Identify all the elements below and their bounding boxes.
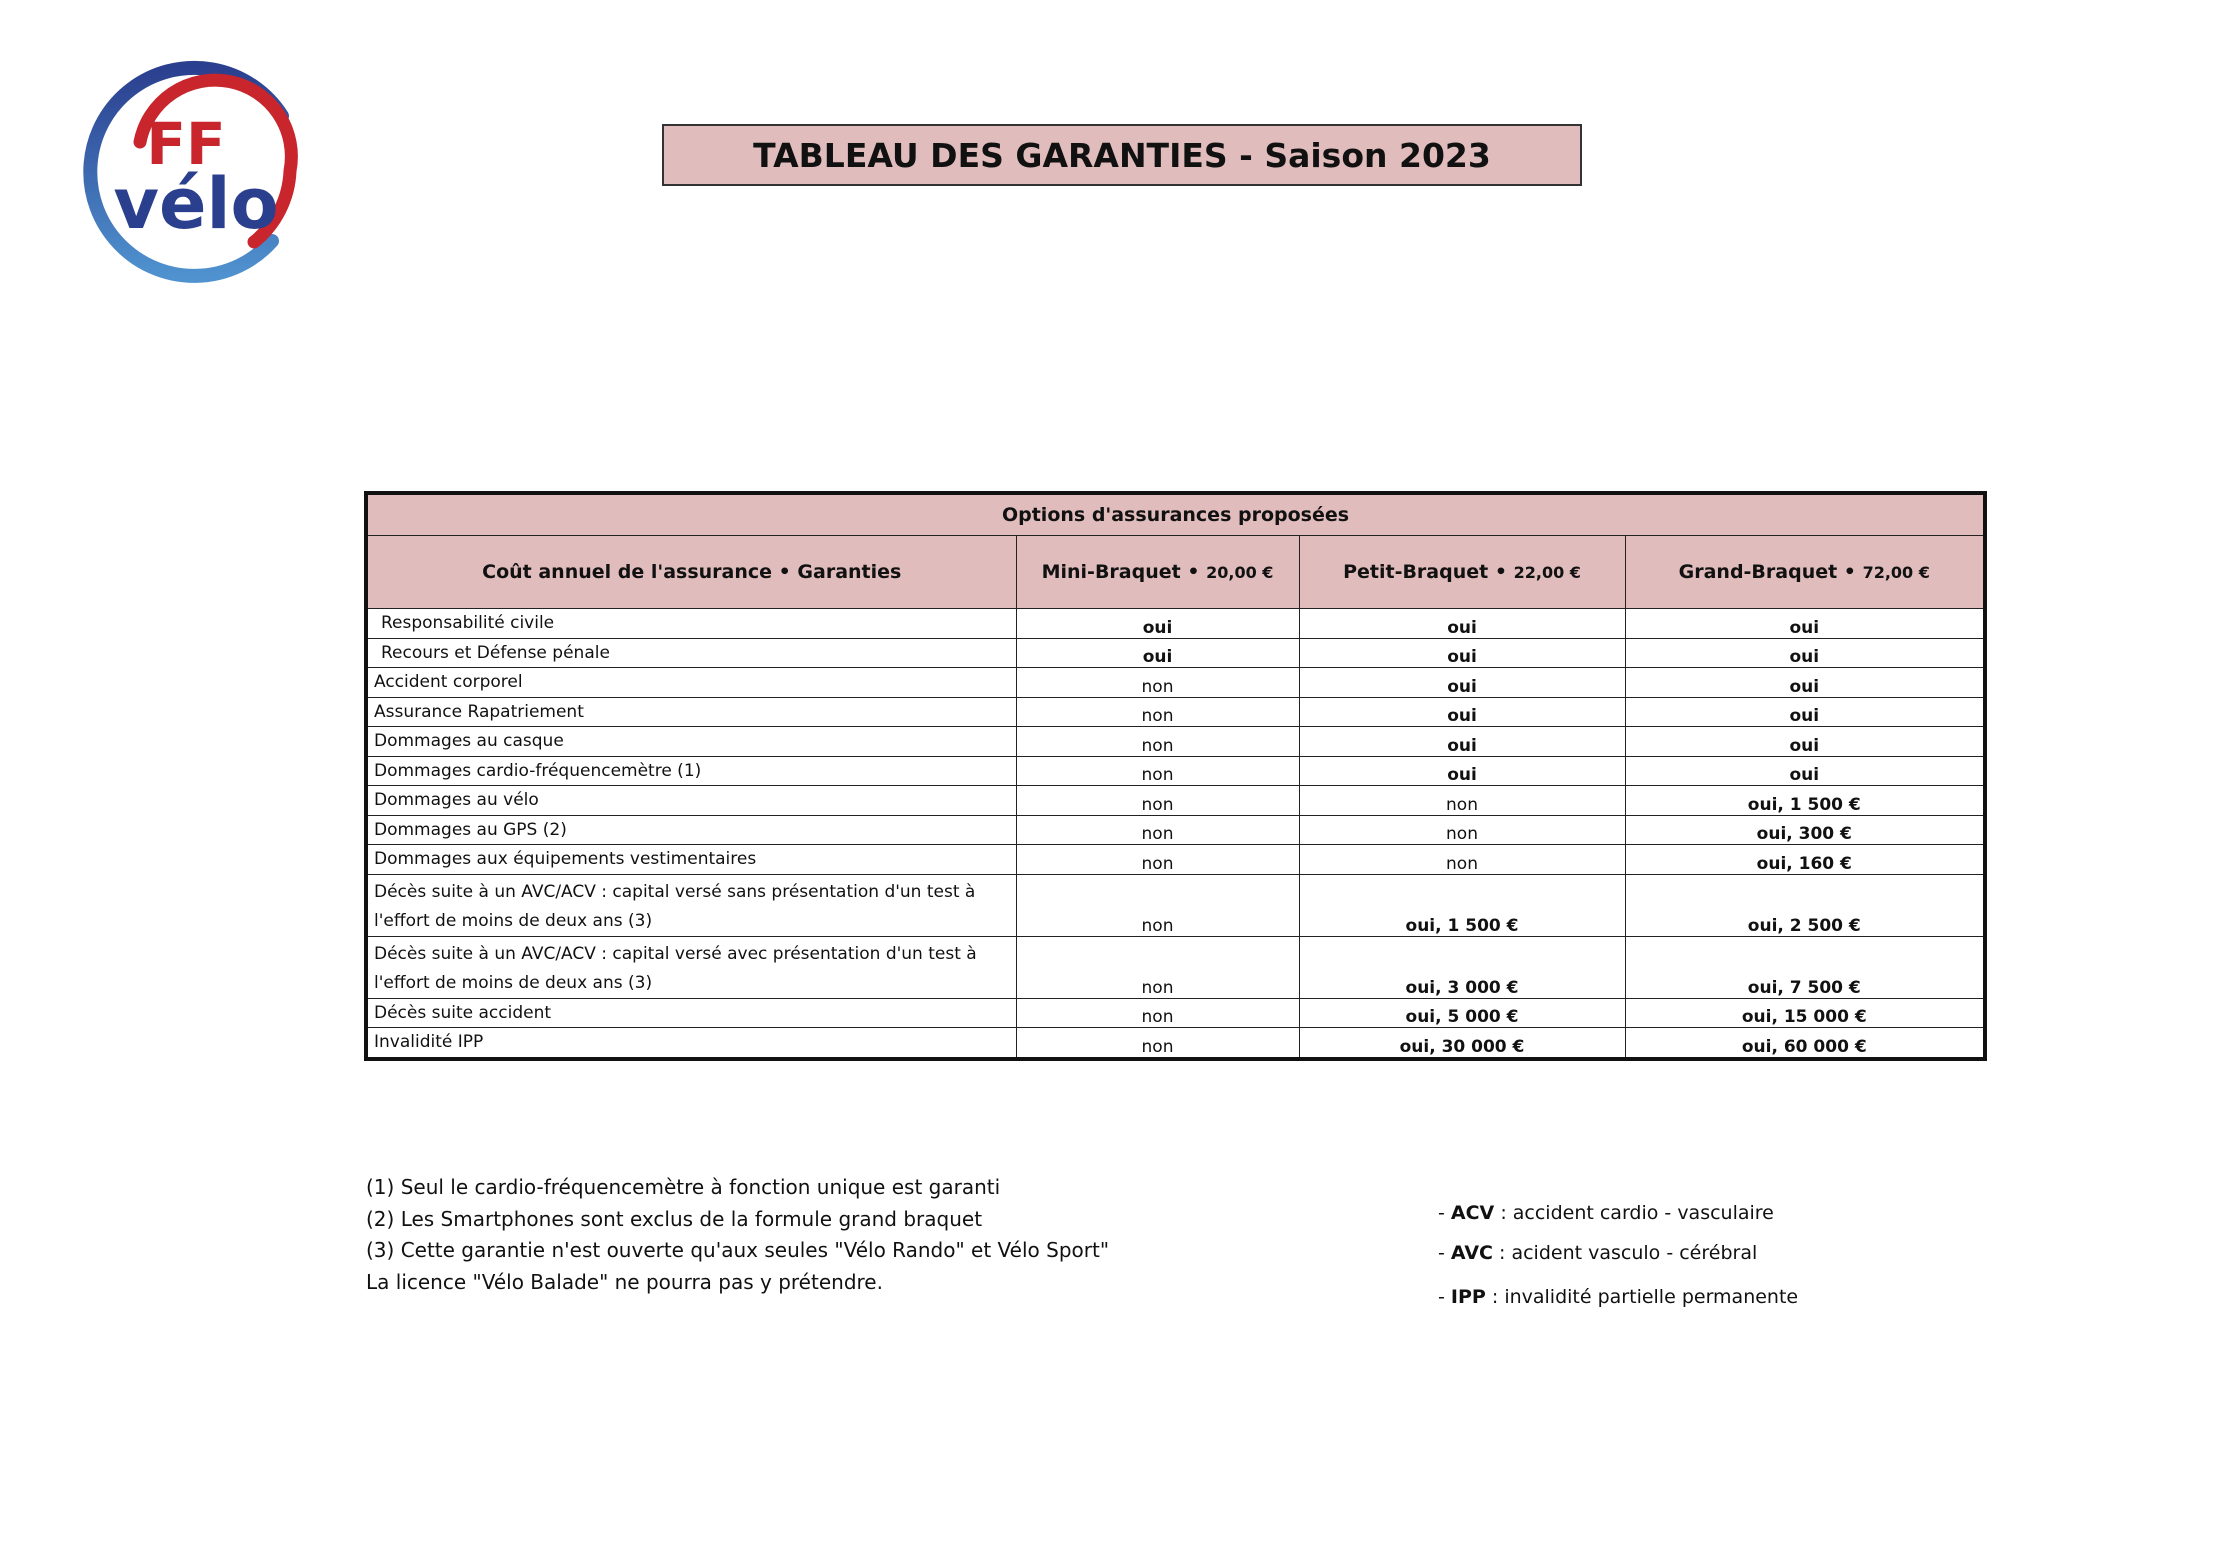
table-row	[366, 815, 1985, 845]
mini-value: non	[1016, 756, 1299, 786]
table-row	[366, 697, 1985, 727]
grand-value: oui	[1625, 697, 1985, 727]
mini-value: non	[1016, 874, 1299, 936]
mini-value: non	[1016, 1028, 1299, 1059]
row-label: Recours et Défense pénale	[366, 638, 1016, 668]
grand-value: oui, 160 €	[1625, 845, 1985, 875]
footnote-3: (3) Cette garantie n'est ouverte qu'aux seules "Vélo Rando" et Vélo Sport"	[366, 1238, 1110, 1262]
mini-value: non	[1016, 845, 1299, 875]
guarantees-table	[364, 491, 1987, 1061]
mini-value: non	[1016, 668, 1299, 698]
mini-value: non	[1016, 998, 1299, 1028]
row-label: Dommages cardio-fréquencemètre (1)	[366, 756, 1016, 786]
grand-value: oui, 2 500 €	[1625, 874, 1985, 936]
grand-value: oui, 7 500 €	[1625, 936, 1985, 998]
logo-ff-text: FF	[146, 110, 226, 178]
petit-value: non	[1299, 815, 1625, 845]
petit-value: oui, 5 000 €	[1299, 998, 1625, 1028]
table-column-header-row	[366, 536, 1985, 609]
footnote-2: (2) Les Smartphones sont exclus de la formule grand braquet	[366, 1206, 983, 1231]
table-row	[366, 756, 1985, 786]
options-header: Options d'assurances proposées	[366, 493, 1985, 536]
mini-value: non	[1016, 815, 1299, 845]
price-grand-braquet: 72,00 €	[1862, 563, 1930, 582]
column-header-mini-braquet: Mini-Braquet • 20,00 €	[1016, 536, 1299, 609]
grand-value: oui	[1625, 668, 1985, 698]
logo-velo-text: vélo	[113, 163, 279, 245]
table-row	[366, 874, 1985, 936]
table-row	[366, 845, 1985, 875]
petit-value: oui, 3 000 €	[1299, 936, 1625, 998]
column-header-grand-braquet: Grand-Braquet • 72,00 €	[1625, 536, 1985, 609]
petit-value: oui, 1 500 €	[1299, 874, 1625, 936]
grand-value: oui, 300 €	[1625, 815, 1985, 845]
grand-value: oui, 15 000 €	[1625, 998, 1985, 1028]
petit-value: non	[1299, 786, 1625, 816]
abbreviation-ipp: - IPP : invalidité partielle permanente	[1438, 1286, 1799, 1308]
row-label: Dommages au vélo	[366, 786, 1016, 816]
petit-value: oui	[1299, 609, 1625, 639]
grand-value: oui, 1 500 €	[1625, 786, 1985, 816]
abbreviation-acv: - ACV : accident cardio - vasculaire	[1438, 1202, 1774, 1224]
column-header-guarantees: Coût annuel de l'assurance • Garanties	[366, 536, 1016, 609]
table-row	[366, 1028, 1985, 1059]
grand-value: oui	[1625, 756, 1985, 786]
table-row	[366, 609, 1985, 639]
row-label: Dommages au GPS (2)	[366, 815, 1016, 845]
petit-value: non	[1299, 845, 1625, 875]
table-row	[366, 727, 1985, 757]
abbreviation-avc: - AVC : acident vasculo - cérébral	[1438, 1242, 1758, 1264]
price-petit-braquet: 22,00 €	[1513, 563, 1581, 582]
table-row	[366, 638, 1985, 668]
ffvelo-logo	[82, 56, 310, 284]
footnotes	[366, 1172, 1109, 1298]
footnote-1: (1) Seul le cardio-fréquencemètre à fonction unique est garanti	[366, 1175, 1001, 1199]
price-mini-braquet: 20,00 €	[1206, 563, 1274, 582]
petit-value: oui	[1299, 638, 1625, 668]
mini-value: non	[1016, 936, 1299, 998]
grand-value: oui	[1625, 727, 1985, 757]
mini-value: oui	[1016, 638, 1299, 668]
row-label: Assurance Rapatriement	[366, 697, 1016, 727]
table-row	[366, 936, 1985, 998]
grand-value: oui, 60 000 €	[1625, 1028, 1985, 1059]
table-row	[366, 786, 1985, 816]
page-title: TABLEAU DES GARANTIES - Saison 2023	[662, 124, 1582, 186]
mini-value: non	[1016, 727, 1299, 757]
row-label: Décès suite accident	[366, 998, 1016, 1028]
petit-value: oui, 30 000 €	[1299, 1028, 1625, 1059]
petit-value: oui	[1299, 756, 1625, 786]
row-label: Décès suite à un AVC/ACV : capital versé sans présentation d'un test à l'effort de moins de deux ans (3)	[366, 874, 1016, 936]
footnote-4: La licence "Vélo Balade" ne pourra pas y prétendre.	[366, 1269, 883, 1294]
mini-value: non	[1016, 786, 1299, 816]
row-label: Responsabilité civile	[366, 609, 1016, 639]
mini-value: non	[1016, 697, 1299, 727]
row-label: Décès suite à un AVC/ACV : capital versé avec présentation d'un test à l'effort de moins de deux ans (3)	[366, 936, 1016, 998]
petit-value: oui	[1299, 668, 1625, 698]
table-span-header-row	[366, 493, 1985, 536]
petit-value: oui	[1299, 697, 1625, 727]
grand-value: oui	[1625, 609, 1985, 639]
row-label: Dommages au casque	[366, 727, 1016, 757]
column-header-petit-braquet: Petit-Braquet • 22,00 €	[1299, 536, 1625, 609]
row-label: Invalidité IPP	[366, 1028, 1016, 1059]
grand-value: oui	[1625, 638, 1985, 668]
row-label: Dommages aux équipements vestimentaires	[366, 845, 1016, 875]
table-row	[366, 998, 1985, 1028]
petit-value: oui	[1299, 727, 1625, 757]
mini-value: oui	[1016, 609, 1299, 639]
table-row	[366, 668, 1985, 698]
row-label: Accident corporel	[366, 668, 1016, 698]
